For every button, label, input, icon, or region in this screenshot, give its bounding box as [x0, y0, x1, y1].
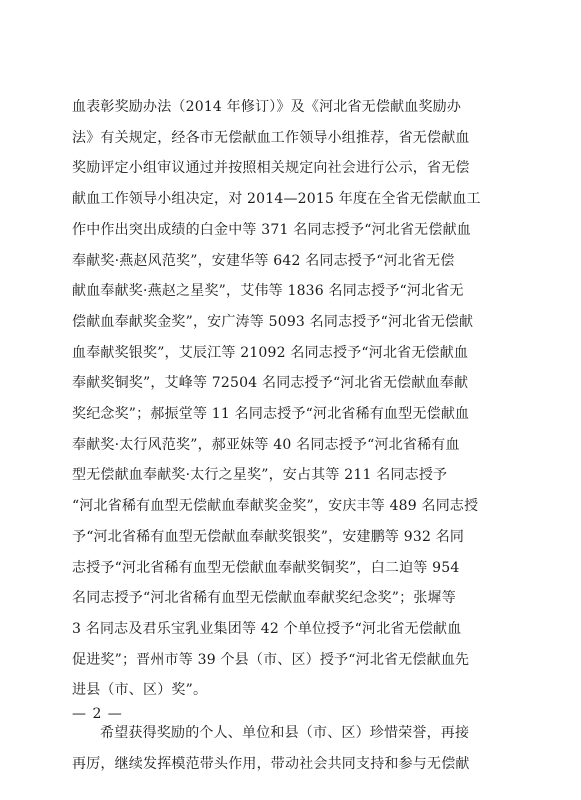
text-line: 名同志授予“河北省稀有血型无偿献血奉献奖纪念奖”；张墀等 — [72, 590, 456, 607]
paragraph-closing — [72, 718, 510, 779]
text-line: 予“河北省稀有血型无偿献血奉献奖银奖”，安建鹏等 932 名同 — [72, 528, 465, 545]
text-line: 希望获得奖励的个人、单位和县（市、区）珍惜荣誉，再接 — [100, 725, 470, 742]
text-line: 志授予“河北省稀有血型无偿献血奉献奖铜奖”，白二迫等 954 — [72, 559, 460, 576]
text-line: 再厉，继续发挥模范带头作用，带动社会共同支持和参与无偿献 — [72, 755, 470, 772]
text-line: 献血工作领导小组决定，对 2014—2015 年度在全省无偿献血工 — [72, 191, 481, 208]
text-line: 促进奖”；晋州市等 39 个县（市、区）授予“河北省无偿献血先 — [72, 651, 470, 668]
text-line: 3 名同志及君乐宝乳业集团等 42 个单位授予“河北省无偿献血 — [72, 620, 462, 637]
text-line: 型无偿献血奉献奖·太行之星奖”，安占其等 211 名同志授予 — [72, 467, 448, 484]
text-line: 献血奉献奖·燕赵之星奖”，艾伟等 1836 名同志授予“河北省无 — [72, 283, 464, 300]
text-line: 奖纪念奖”；郝振堂等 11 名同志授予“河北省稀有血型无偿献血 — [72, 406, 470, 423]
text-line: 奉献奖铜奖”，艾峰等 72504 名同志授予“河北省无偿献血奉献 — [72, 375, 469, 392]
paragraph-gap — [72, 706, 510, 718]
text-line: 血奉献奖银奖”，艾辰江等 21092 名同志授予“河北省无偿献血 — [72, 344, 469, 361]
document-body — [72, 92, 510, 779]
text-line: 进县（市、区）奖”。 — [72, 682, 208, 699]
text-line: 血表彰奖励办法（2014 年修订）》及《河北省无偿献血奖励办 — [72, 99, 462, 115]
text-line: 偿献血奉献奖金奖”，安广涛等 5093 名同志授予“河北省无偿献 — [72, 313, 474, 330]
text-line: 奉献奖·太行风范奖”，郝亚妹等 40 名同志授予“河北省稀有血 — [72, 436, 460, 453]
text-line: “河北省稀有血型无偿献血奉献奖金奖”，安庆丰等 489 名同志授 — [72, 498, 479, 515]
text-line: 奉献奖·燕赵风范奖”，安建华等 642 名同志授予“河北省无偿 — [72, 252, 455, 269]
text-line: 法》有关规定，经各市无偿献血工作领导小组推荐，省无偿献血 — [72, 129, 470, 146]
paragraph-awards — [72, 92, 510, 706]
text-line: 作中作出突出成绩的白金中等 371 名同志授予“河北省无偿献血 — [72, 221, 471, 238]
text-line: 奖励评定小组审议通过并按照相关规定向社会进行公示，省无偿 — [72, 160, 470, 177]
page-number: — 2 — — [72, 706, 123, 722]
